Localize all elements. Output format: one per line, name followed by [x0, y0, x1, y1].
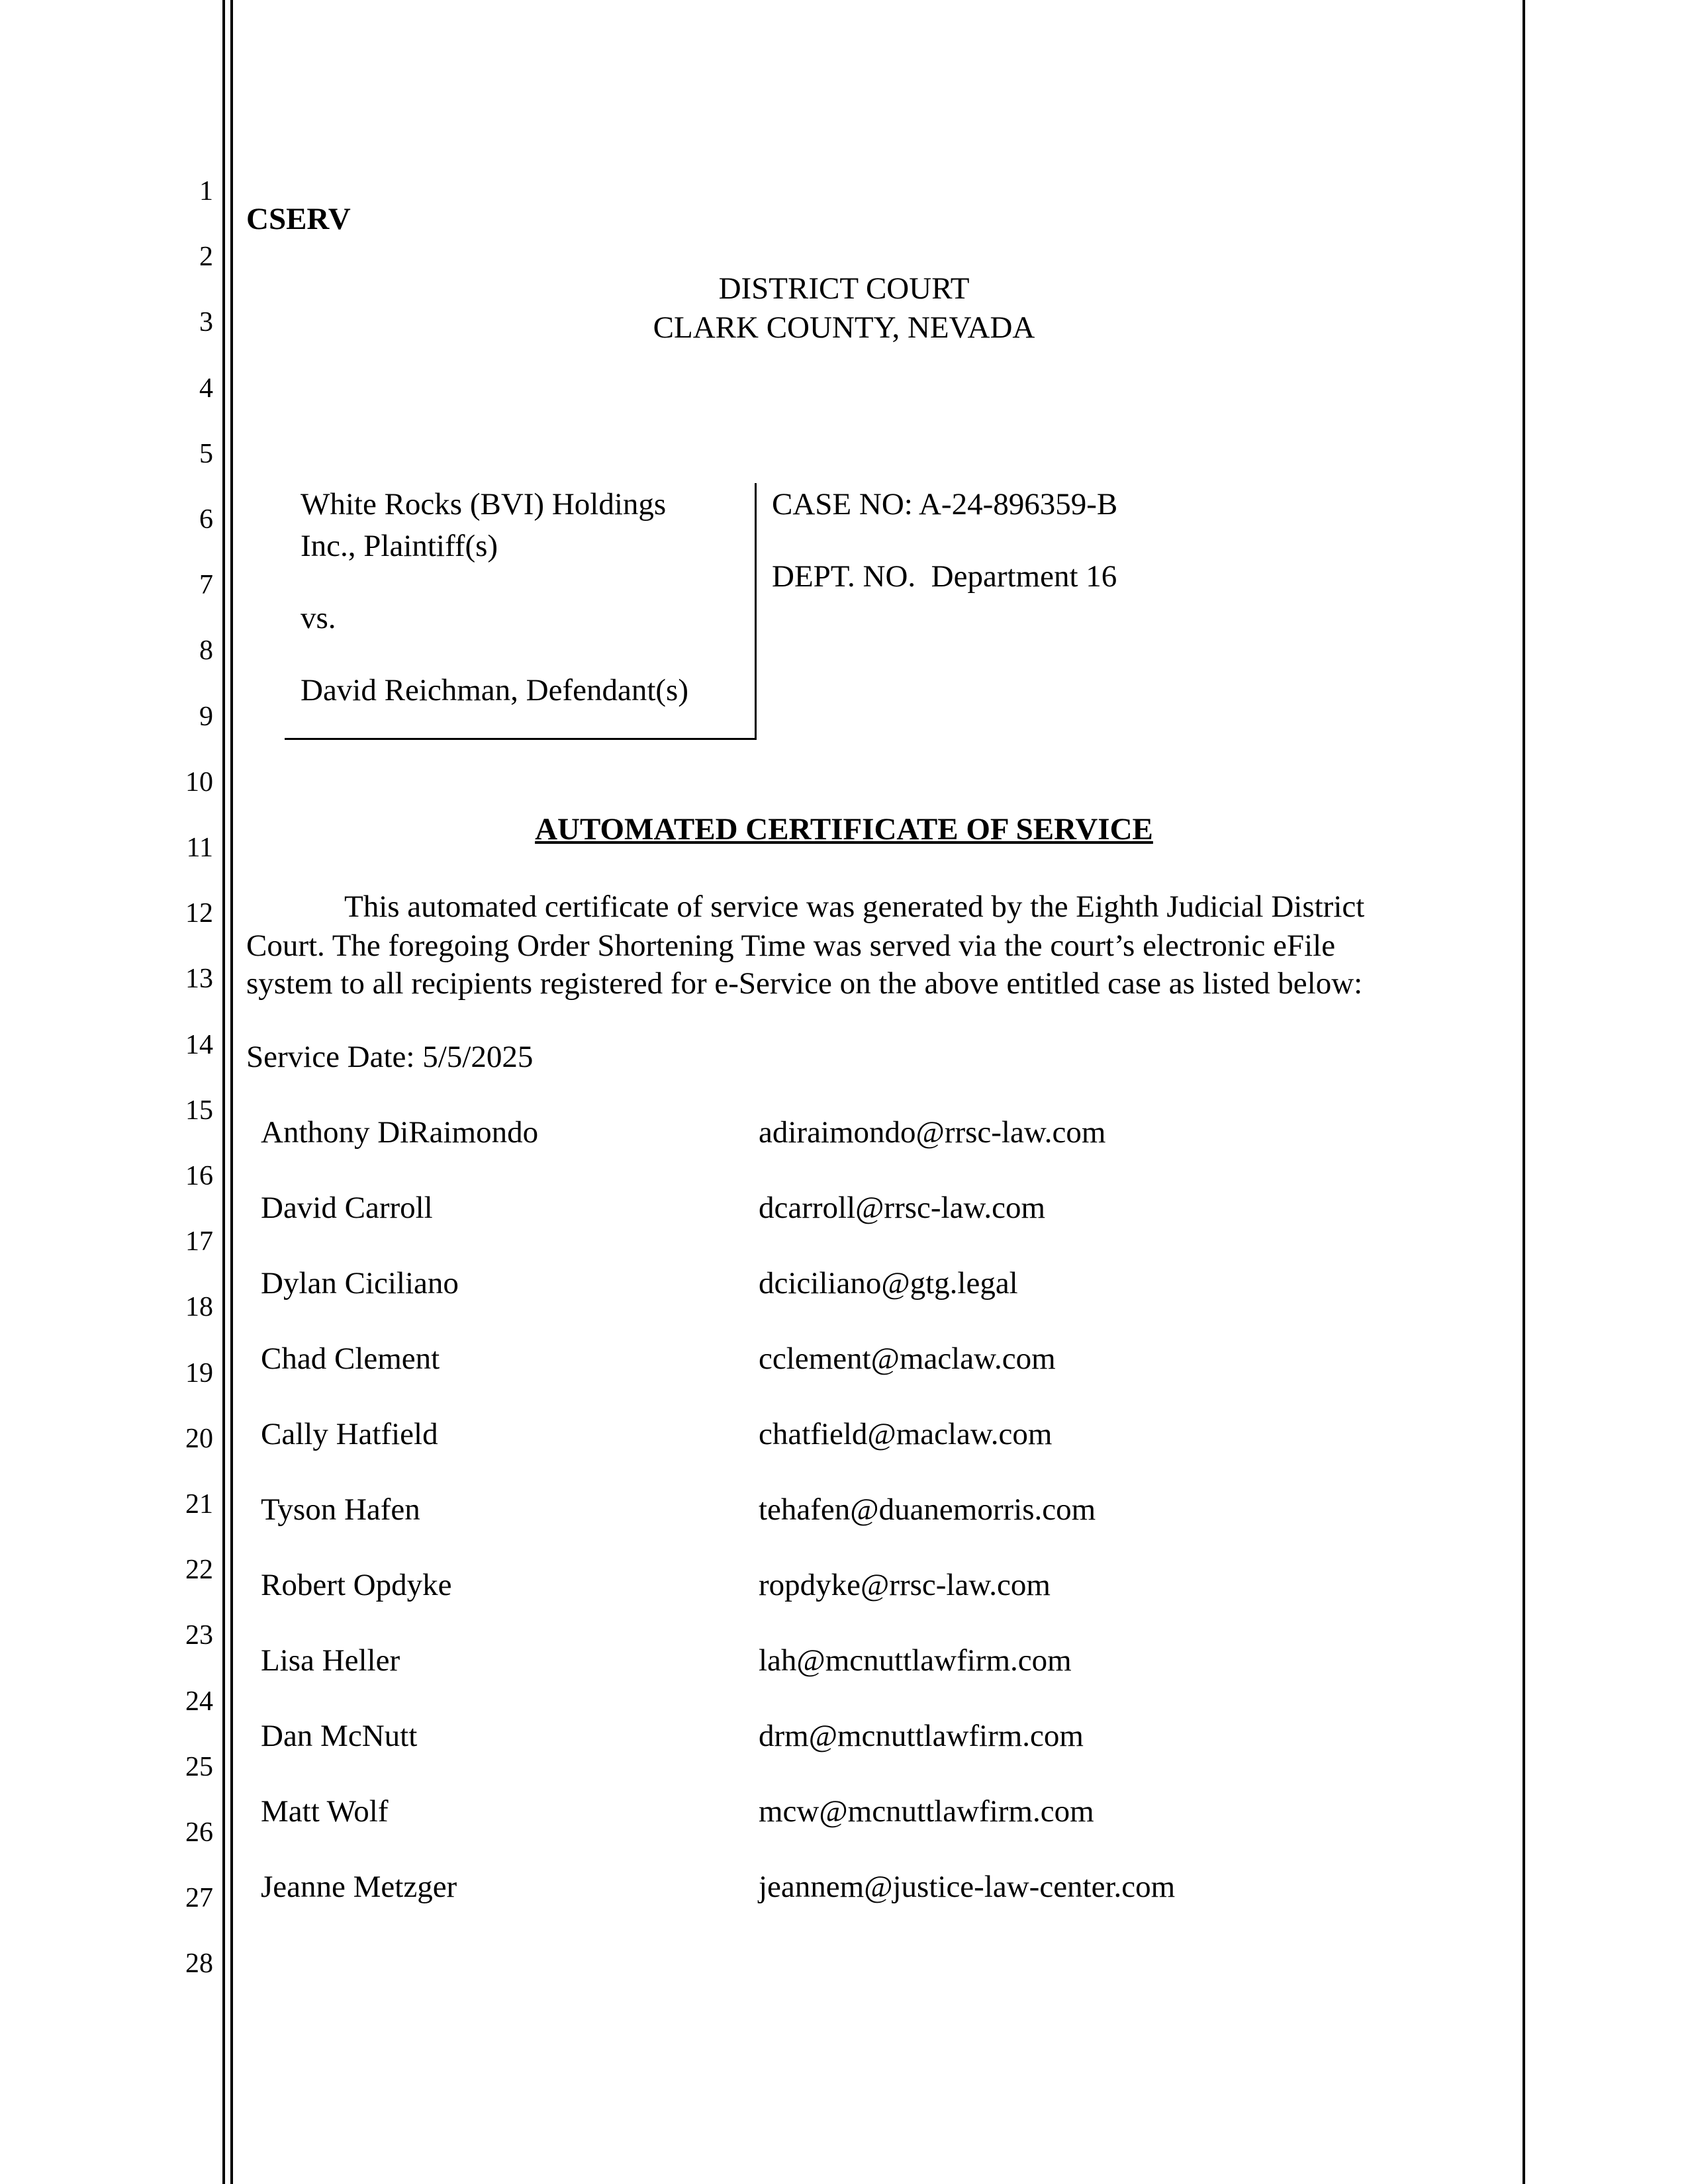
recipient-email: adiraimondo@rrsc-law.com	[759, 1115, 1106, 1150]
line-number: 13	[185, 964, 213, 995]
recipient-name: Cally Hatfield	[261, 1417, 438, 1451]
plaintiff-line-1: White Rocks (BVI) Holdings	[301, 487, 667, 522]
recipient-email: dcarroll@rrsc-law.com	[759, 1191, 1046, 1225]
recipient-email: ropdyke@rrsc-law.com	[759, 1568, 1051, 1602]
recipient-name: Lisa Heller	[261, 1643, 400, 1678]
defendant: David Reichman, Defendant(s)	[301, 673, 688, 707]
line-number: 24	[185, 1686, 213, 1717]
line-number: 15	[185, 1095, 213, 1126]
caption-divider-horizontal	[285, 738, 757, 740]
versus: vs.	[301, 601, 336, 635]
court-name: DISTRICT COURT	[718, 271, 970, 306]
line-number: 23	[185, 1620, 213, 1651]
recipient-name: Matt Wolf	[261, 1794, 389, 1829]
recipient-name: Chad Clement	[261, 1342, 440, 1376]
line-number: 2	[199, 242, 213, 273]
document-code: CSERV	[246, 202, 351, 236]
body-line-1: This automated certificate of service was generated by the Eighth Judicial District	[344, 889, 1365, 924]
recipient-email: lah@mcnuttlawfirm.com	[759, 1643, 1072, 1678]
line-number: 26	[185, 1817, 213, 1848]
line-number: 21	[185, 1489, 213, 1520]
recipient-name: David Carroll	[261, 1191, 433, 1225]
document-title: AUTOMATED CERTIFICATE OF SERVICE	[535, 812, 1153, 846]
line-number: 27	[185, 1883, 213, 1914]
recipient-email: drm@mcnuttlawfirm.com	[759, 1719, 1084, 1753]
line-number: 17	[185, 1226, 213, 1257]
recipient-email: jeannem@justice-law-center.com	[759, 1870, 1176, 1904]
plaintiff-line-2: Inc., Plaintiff(s)	[301, 529, 498, 563]
recipient-name: Anthony DiRaimondo	[261, 1115, 539, 1150]
service-date: Service Date: 5/5/2025	[246, 1040, 534, 1074]
line-number: 3	[199, 307, 213, 338]
line-number: 19	[185, 1357, 213, 1388]
body-line-3: system to all recipients registered for e-Service on the above entitled case as listed below:	[246, 966, 1363, 1001]
line-number: 4	[199, 373, 213, 404]
recipient-name: Tyson Hafen	[261, 1492, 420, 1527]
recipient-name: Dylan Ciciliano	[261, 1266, 459, 1300]
line-number: 7	[199, 570, 213, 601]
recipient-email: cclement@maclaw.com	[759, 1342, 1056, 1376]
recipient-name: Robert Opdyke	[261, 1568, 452, 1602]
line-number: 5	[199, 438, 213, 469]
line-number: 22	[185, 1555, 213, 1586]
line-number: 25	[185, 1751, 213, 1782]
line-number: 28	[185, 1948, 213, 1979]
case-number: CASE NO: A-24-896359-B	[772, 487, 1118, 522]
line-number: 12	[185, 898, 213, 929]
recipient-name: Dan McNutt	[261, 1719, 418, 1753]
line-number: 10	[185, 766, 213, 797]
body-line-2: Court. The foregoing Order Shortening Time was served via the court’s electronic eFile	[246, 929, 1336, 963]
recipient-email: tehafen@duanemorris.com	[759, 1492, 1096, 1527]
recipient-email: dciciliano@gtg.legal	[759, 1266, 1018, 1300]
court-county: CLARK COUNTY, NEVADA	[653, 310, 1035, 345]
line-number: 1	[199, 176, 213, 206]
line-number: 6	[199, 504, 213, 535]
line-number: 14	[185, 1029, 213, 1060]
line-number: 18	[185, 1292, 213, 1323]
recipient-email: mcw@mcnuttlawfirm.com	[759, 1794, 1094, 1829]
recipient-email: chatfield@maclaw.com	[759, 1417, 1053, 1451]
line-number: 11	[186, 833, 213, 863]
line-number: 9	[199, 701, 213, 732]
department-number: DEPT. NO. Department 16	[772, 559, 1117, 594]
line-number: 20	[185, 1423, 213, 1454]
caption-divider-vertical	[755, 483, 757, 740]
recipient-name: Jeanne Metzger	[261, 1870, 457, 1904]
line-number: 16	[185, 1161, 213, 1191]
line-number: 8	[199, 635, 213, 666]
